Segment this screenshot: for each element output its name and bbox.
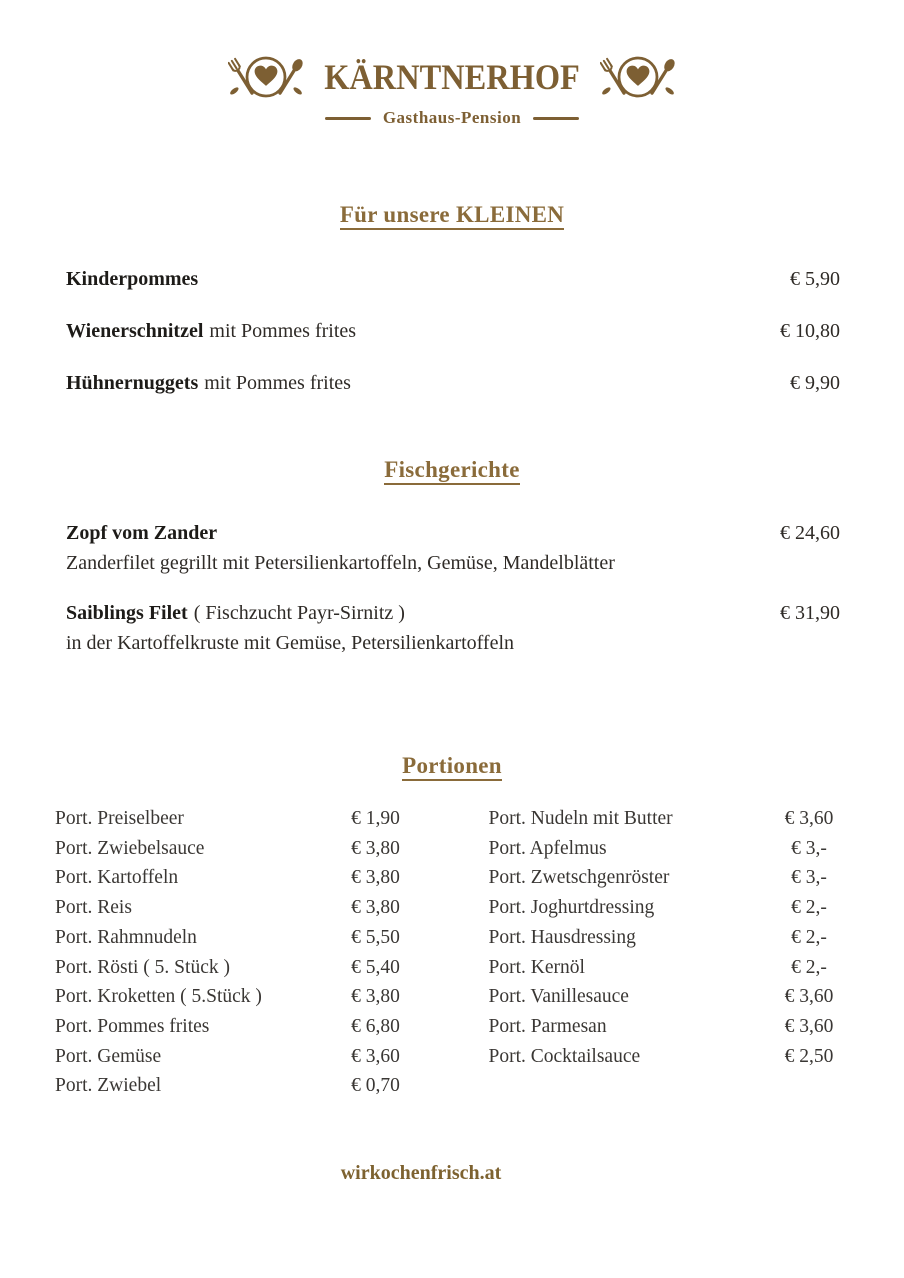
logo-subtitle [325, 108, 579, 128]
section-title-portions: Portionen [0, 751, 904, 781]
portions-left-column [55, 804, 412, 1101]
portion-name: Port. Cocktailsauce [488, 1045, 641, 1067]
portion-row [489, 804, 846, 834]
portion-price: € 3,60 [784, 808, 834, 829]
dish-price: € 5,90 [790, 268, 840, 290]
portion-row [55, 804, 412, 834]
portion-row [489, 1042, 846, 1072]
dish-name: Kinderpommes [66, 268, 199, 290]
portion-price: € 2,- [791, 926, 827, 948]
fish-menu-list [0, 518, 904, 658]
dish-description: mit Pommes frites [209, 320, 357, 342]
plate-heart-fork-spoon-icon [228, 48, 304, 106]
dish-name: Hühnernuggets [66, 372, 199, 394]
portion-name: Port. Hausdressing [488, 926, 636, 948]
portions-right-column [489, 804, 846, 1101]
portion-price: € 0,70 [351, 1075, 400, 1097]
portion-row [489, 953, 846, 983]
portion-name: Port. Gemüse [55, 1045, 162, 1067]
portion-row [55, 923, 412, 953]
portion-price: € 2,50 [784, 1045, 834, 1067]
portion-price: € 1,90 [351, 808, 400, 829]
portion-row [489, 893, 846, 923]
menu-item-row [66, 368, 840, 398]
restaurant-logo [0, 48, 904, 128]
portion-name: Port. Parmesan [488, 1015, 607, 1037]
dish-price: € 31,90 [780, 602, 840, 624]
portion-price: € 5,40 [351, 956, 400, 978]
plate-heart-fork-spoon-icon [600, 48, 676, 106]
portion-name: Port. Joghurtdressing [488, 897, 655, 919]
portion-price: € 3,80 [351, 897, 400, 919]
portion-row [55, 893, 412, 923]
menu-item-row [66, 598, 840, 658]
portion-name: Port. Preiselbeer [55, 808, 184, 829]
portion-price: € 3,- [791, 867, 827, 889]
portion-price: € 3,60 [351, 1045, 400, 1067]
dish-description: in der Kartoffelkruste mit Gemüse, Petersilienkartoffeln [66, 632, 515, 654]
menu-item-row [66, 518, 840, 578]
portion-price: € 3,80 [351, 867, 400, 889]
portion-row [55, 953, 412, 983]
portion-price: € 3,80 [351, 986, 400, 1008]
menu-item-row [66, 316, 840, 346]
portion-name: Port. Reis [55, 897, 132, 919]
dish-name: Saiblings Filet [66, 602, 188, 624]
portion-row [489, 834, 846, 864]
section-title-kids: Für unsere KLEINEN [0, 200, 904, 230]
portion-row [489, 923, 846, 953]
dish-suffix: ( Fischzucht Payr-Sirnitz ) [193, 602, 405, 624]
decorative-dash [533, 117, 579, 120]
portion-price: € 6,80 [351, 1015, 400, 1037]
logo-subtitle-text: Gasthaus-Pension [382, 108, 522, 127]
portion-row [55, 863, 412, 893]
portion-name: Port. Zwiebel [55, 1075, 162, 1097]
portion-price: € 2,- [791, 956, 827, 978]
portion-name: Port. Kernöl [488, 956, 585, 978]
dish-description: Zanderfilet gegrillt mit Petersilienkartoffeln, Gemüse, Mandelblätter [66, 552, 615, 574]
dish-price: € 10,80 [780, 320, 840, 342]
portions-list [0, 804, 904, 1101]
portion-name: Port. Apfelmus [488, 837, 607, 859]
portion-price: € 3,60 [784, 986, 834, 1008]
decorative-dash [325, 117, 371, 120]
portion-name: Port. Nudeln mit Butter [488, 808, 673, 829]
portion-name: Port. Pommes frites [55, 1015, 210, 1037]
portion-name: Port. Vanillesauce [488, 986, 629, 1008]
portion-price: € 2,- [791, 897, 827, 919]
portion-price: € 5,50 [351, 926, 400, 948]
portion-row [55, 1012, 412, 1042]
portion-row [489, 982, 846, 1012]
dish-description: mit Pommes frites [204, 372, 351, 394]
portion-name: Port. Rösti ( 5. Stück ) [55, 956, 230, 978]
portion-row [55, 982, 412, 1012]
portion-row [55, 834, 412, 864]
dish-name: Zopf vom Zander [66, 522, 218, 544]
section-title-fish: Fischgerichte [0, 455, 904, 485]
portion-name: Port. Zwetschgenröster [488, 867, 670, 889]
portion-row [489, 863, 846, 893]
portion-row [55, 1042, 412, 1072]
kids-menu-list [0, 264, 904, 398]
portion-name: Port. Kroketten ( 5.Stück ) [55, 986, 262, 1008]
dish-name: Wienerschnitzel [66, 320, 204, 342]
menu-item-row [66, 264, 840, 294]
restaurant-name: KÄRNTNERHOF [324, 57, 580, 97]
portion-name: Port. Rahmnudeln [55, 926, 197, 948]
portion-price: € 3,60 [784, 1015, 834, 1037]
portion-name: Port. Kartoffeln [55, 867, 179, 889]
website-text: wirkochenfrisch.at [340, 1162, 502, 1185]
dish-price: € 9,90 [790, 372, 840, 394]
portion-price: € 3,80 [351, 837, 400, 859]
portion-row [55, 1071, 412, 1101]
portion-row [489, 1012, 846, 1042]
portion-name: Port. Zwiebelsauce [55, 837, 205, 859]
dish-price: € 24,60 [780, 522, 840, 544]
portion-price: € 3,- [791, 837, 827, 859]
